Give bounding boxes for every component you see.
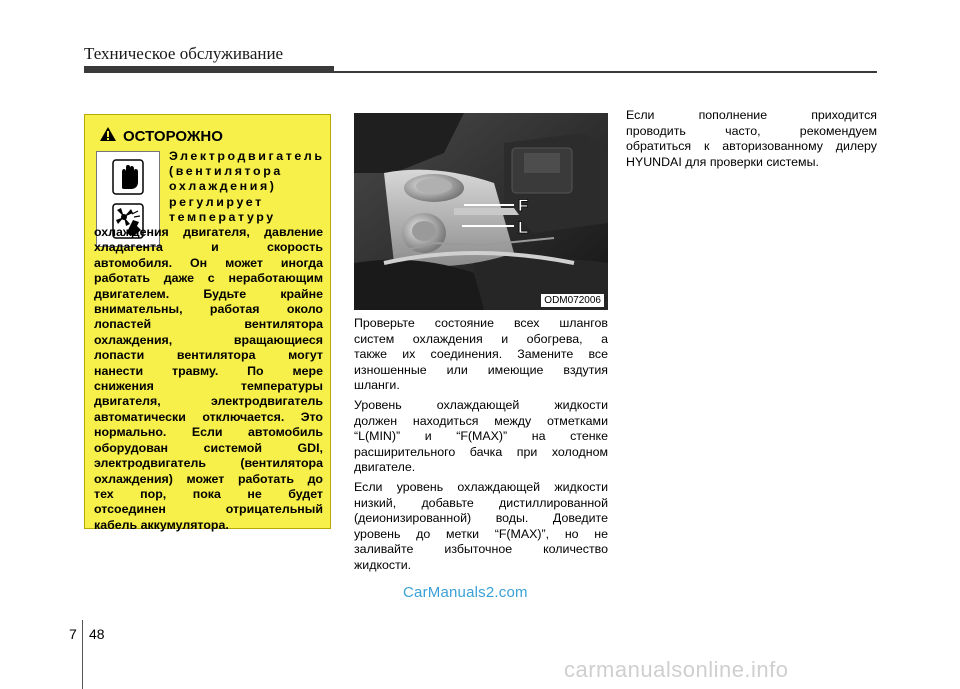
warning-body-line: работать даже с неработающим <box>94 271 323 286</box>
paragraph-hoses <box>354 316 608 394</box>
warning-top-line: (вентилятора <box>169 164 283 179</box>
warning-top-line: температуру <box>169 209 276 224</box>
engine-coolant-reservoir-photo <box>354 113 608 310</box>
text-line: Если пополнение приходится <box>626 108 877 122</box>
warning-body-line: лопасти вентилятора могут <box>94 348 323 363</box>
warning-top-line: охлаждения) <box>169 179 277 194</box>
warning-body-line: отсоединен отрицательный <box>94 502 323 517</box>
text-line: Уровень охлаждающей жидкости <box>354 397 608 412</box>
text-line: “L(MIN)” и “F(MAX)” на стенке <box>354 429 608 444</box>
warning-body-line: охлаждения, вращающиеся <box>94 332 323 347</box>
text-line: HYUNDAI для проверки системы. <box>626 154 819 169</box>
warning-body-line: кабель аккумулятора. <box>94 517 229 532</box>
page-header-title: Техническое обслуживание <box>84 44 284 63</box>
warning-body-line: хладагента и скорость <box>94 240 323 255</box>
text-line: систем охлаждения и обогрева, а <box>354 331 608 346</box>
text-line: уровень до метки “F(MAX)”, но не <box>354 526 608 541</box>
text-line: также их соединения. Замените все <box>354 347 608 362</box>
text-line: (деионизированной) воды. Доведите <box>354 511 608 526</box>
warning-body-line: двигателем. Будьте крайне <box>94 286 323 301</box>
warning-top-line: регулирует <box>169 194 264 209</box>
warning-top-line: Электродвигатель <box>169 149 325 163</box>
text-line: жидкости. <box>354 557 412 572</box>
warning-body-line: охлаждения двигателя, давление <box>94 225 323 239</box>
warning-body-line: оборудован системой GDI, <box>94 440 323 455</box>
text-line: Если уровень охлаждающей жидкости <box>354 479 608 494</box>
warning-box <box>84 114 331 532</box>
footer-page-number: 48 <box>89 626 105 642</box>
warning-body-line: охлаждения) может работать до <box>94 471 323 486</box>
text-line: низкий, добавьте дистиллированной <box>354 495 608 510</box>
photo-caption: ODM072006 <box>541 294 604 307</box>
text-line: расширительного бачка при холодном <box>354 444 608 459</box>
warning-body-line: снижения температуры <box>94 379 323 394</box>
paragraph-dealer <box>626 108 877 170</box>
warning-body-line: автоматически отключается. Это <box>94 409 323 424</box>
warning-body-line: автомобиля. Он может иногда <box>94 255 323 270</box>
warning-title-row <box>99 125 223 147</box>
middle-column-text <box>354 316 608 578</box>
warning-text-top <box>169 149 323 225</box>
footer-chapter-number: 7 <box>69 626 77 642</box>
level-label-l: L <box>518 218 529 237</box>
text-line: шланги. <box>354 378 400 393</box>
warning-title: ОСТОРОЖНО <box>123 127 223 145</box>
site-watermark: carmanualsonline.info <box>564 657 789 682</box>
warning-body-line: тех пор, пока не будет <box>94 486 323 501</box>
carmanuals-watermark[interactable]: CarManuals2.com <box>403 584 528 601</box>
warning-body-line: двигателя, электродвигатель <box>94 394 323 409</box>
warning-text-body <box>94 225 323 533</box>
warning-body-line: внимательны, работая около <box>94 302 323 317</box>
text-line: обратиться к авторизованному дилеру <box>626 139 877 154</box>
paragraph-low-level <box>354 480 608 574</box>
warning-body-line: нормально. Если автомобиль <box>94 425 323 440</box>
text-line: должен находиться между отметками <box>354 413 608 428</box>
text-line: Проверьте состояние всех шлангов <box>354 316 608 330</box>
text-line: двигателе. <box>354 460 416 475</box>
header-rule-thick <box>84 66 334 73</box>
warning-body-line: лопастей вентилятора <box>94 317 323 332</box>
text-line: проводить часто, рекомендуем <box>626 123 877 138</box>
engine-bay-illustration <box>354 113 608 310</box>
warning-body-line: электродвигатель (вентилятора <box>94 456 323 471</box>
warning-triangle-icon <box>99 126 117 147</box>
level-label-f: F <box>518 196 529 215</box>
paragraph-level <box>354 398 608 476</box>
header-rule-thin <box>334 71 877 73</box>
right-column-text <box>626 108 877 174</box>
footer-divider <box>82 620 83 689</box>
text-line: изношенные или имеющие вздутия <box>354 362 608 377</box>
hand-stop-icon <box>111 158 145 201</box>
text-line: заливайте избыточное количество <box>354 542 608 557</box>
warning-body-line: нанести травму. По мере <box>94 363 323 378</box>
